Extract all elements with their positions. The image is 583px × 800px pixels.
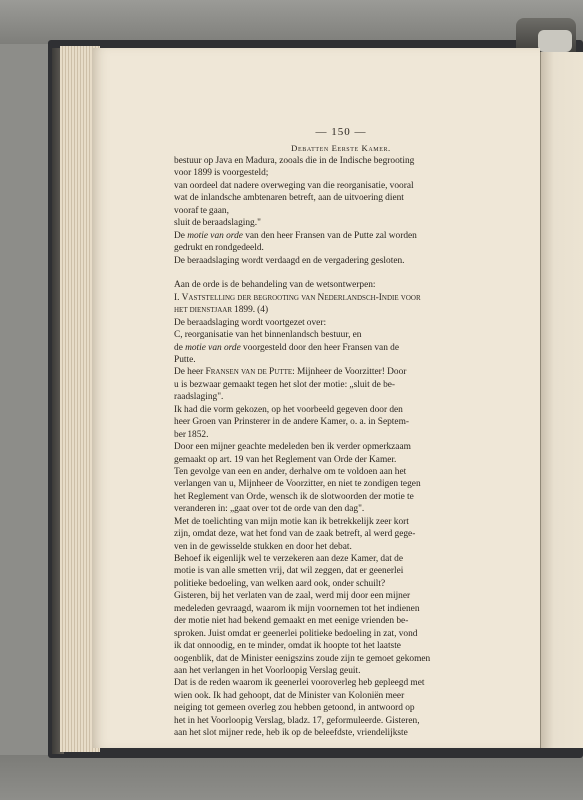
text-line: ik dat onnoodig, en te minder, omdat ik hoopte tot het laatste [174,641,401,652]
text-line: het in het Voorloopig Verslag, bladz. 17, geformuleerde. Gisteren, [174,715,420,726]
text-line: medeleden gevraagd, waarom ik mijn voornemen tot het indienen [174,603,420,614]
text-line [174,366,508,378]
text-line: voor 1899 is voorgesteld; [174,168,269,179]
text-run: van den heer Fransen van de Putte zal worden [242,230,417,241]
text-line: ber 1852. [174,429,209,440]
text-line: aan het slot mijner rede, heb ik op de beleefdste, vriendelijkste [174,728,408,739]
text-run: voorgesteld door den heer Fransen van de [240,342,399,353]
text-line: politieke bedoeling, van welken aard ook, onder schuilt? [174,578,386,589]
text-line: heer Groen van Prinsterer in de andere Kamer, o. a. in Septem- [174,417,409,428]
text-line: Gisteren, bij het verlaten van de zaal, werd mij door een mijner [174,591,411,602]
text-line: bestuur op Java en Madura, zooals die in de Indische begrooting [174,156,415,166]
text-run: De [174,230,188,241]
text-line: sproken. Juist omdat er geenerlei politieke bedoeling in zat, vond [174,628,418,639]
blank-line [174,267,508,279]
text-line: vooraf te gaan, [174,205,229,216]
text-line: oogenblik, dat de Minister eenigszins zoude zijn te gemoet gekomen [174,653,431,664]
text-line [174,292,508,304]
text-run: De heer [174,367,206,378]
text-line: Aan de orde is de behandeling van de wetsontwerpen: [174,280,376,291]
italic-run: motie van orde [185,342,241,353]
text-line: De beraadslaging wordt voortgezet over: [174,317,327,328]
page-text-block [174,124,508,740]
text-run: 1899. (4) [232,305,269,316]
text-line: Behoef ik eigenlijk wel te verzekeren aan deze Kamer, dat de [174,554,403,564]
text-line: Ten gevolge van een en ander, derhalve om te voldoen aan het [174,466,407,477]
text-line: Dat is de reden waarom ik geenerlei vooroverleg heb gepleegd met [174,678,425,689]
background-top [0,0,583,44]
text-line: verlangen van u, Mijnheer de Voorzitter, en niet te zondigen tegen [174,479,421,490]
text-line: veranderen in: „gaat over tot de orde van den dag". [174,504,365,515]
background-bottom [0,755,583,800]
text-line [174,304,508,316]
small-caps-run: Fransen van de Putte [205,367,293,378]
text-line: wien ook. Ik had gehoopt, dat de Minister van Koloniën meer [174,690,405,701]
next-page-edge [540,52,583,748]
text-line: aan het verlangen in het Voorloopig Verslag geuit. [174,665,361,676]
body-text [174,155,508,740]
text-line: Met de toelichting van mijn motie kan ik betrekkelijk zeer kort [174,516,409,527]
text-run: I. [174,292,182,303]
italic-run: motie van orde [187,230,243,241]
text-line: der motie niet had bekend gemaakt en met eenige vrienden be- [174,616,409,627]
small-caps-run: het dienstjaar [174,305,233,316]
text-line: Putte. [174,355,196,365]
text-run: : Mijnheer de Voorzitter! Door [292,367,407,378]
text-line: raadslaging". [174,392,224,403]
text-line: De beraadslaging wordt verdaagd en de vergadering gesloten. [174,255,405,266]
text-line: C, reorganisatie van het binnenlandsch bestuur, en [174,330,362,341]
text-line: gemaakt op art. 19 van het Reglement van Orde der Kamer. [174,454,397,465]
text-line: wat de inlandsche ambtenaren betreft, aan de uitvoering dient [174,193,404,204]
text-run: de [174,342,186,353]
page-number: — 150 — [315,126,367,138]
text-line: neiging tot gemeen overleg zou hebben getoond, in antwoord op [174,703,415,714]
text-line: ven in de gewisselde stukken en door het debat. [174,541,352,552]
text-line: gedrukt en rondgedeeld. [174,243,264,254]
text-line [174,230,508,242]
running-header: Debatten Eerste Kamer. [291,143,391,153]
text-line: motie is van alle smetten vrij, dat wil zeggen, dat er geenerlei [174,566,404,577]
text-line: van oordeel dat nadere overweging van die reorganisatie, vooral [174,180,414,191]
text-line: Ik had die vorm gekozen, op het voorbeeld gegeven door den [174,404,403,415]
text-line: sluit de beraadslaging." [174,218,261,229]
text-line: Door een mijner geachte medeleden ben ik verder opmerkzaam [174,442,411,453]
text-line: zijn, omdat deze, wat het fond van de zaak betreft, al werd gege- [174,529,416,540]
small-caps-run: Vaststelling der begrooting van Nederlandsch-Indie voor [181,292,421,303]
text-line: u is bezwaar gemaakt tegen het slot der motie: „sluit de be- [174,379,396,390]
text-line: het Reglement van Orde, wensch ik de slotwoorden der motie te [174,491,414,502]
text-line [174,342,508,354]
